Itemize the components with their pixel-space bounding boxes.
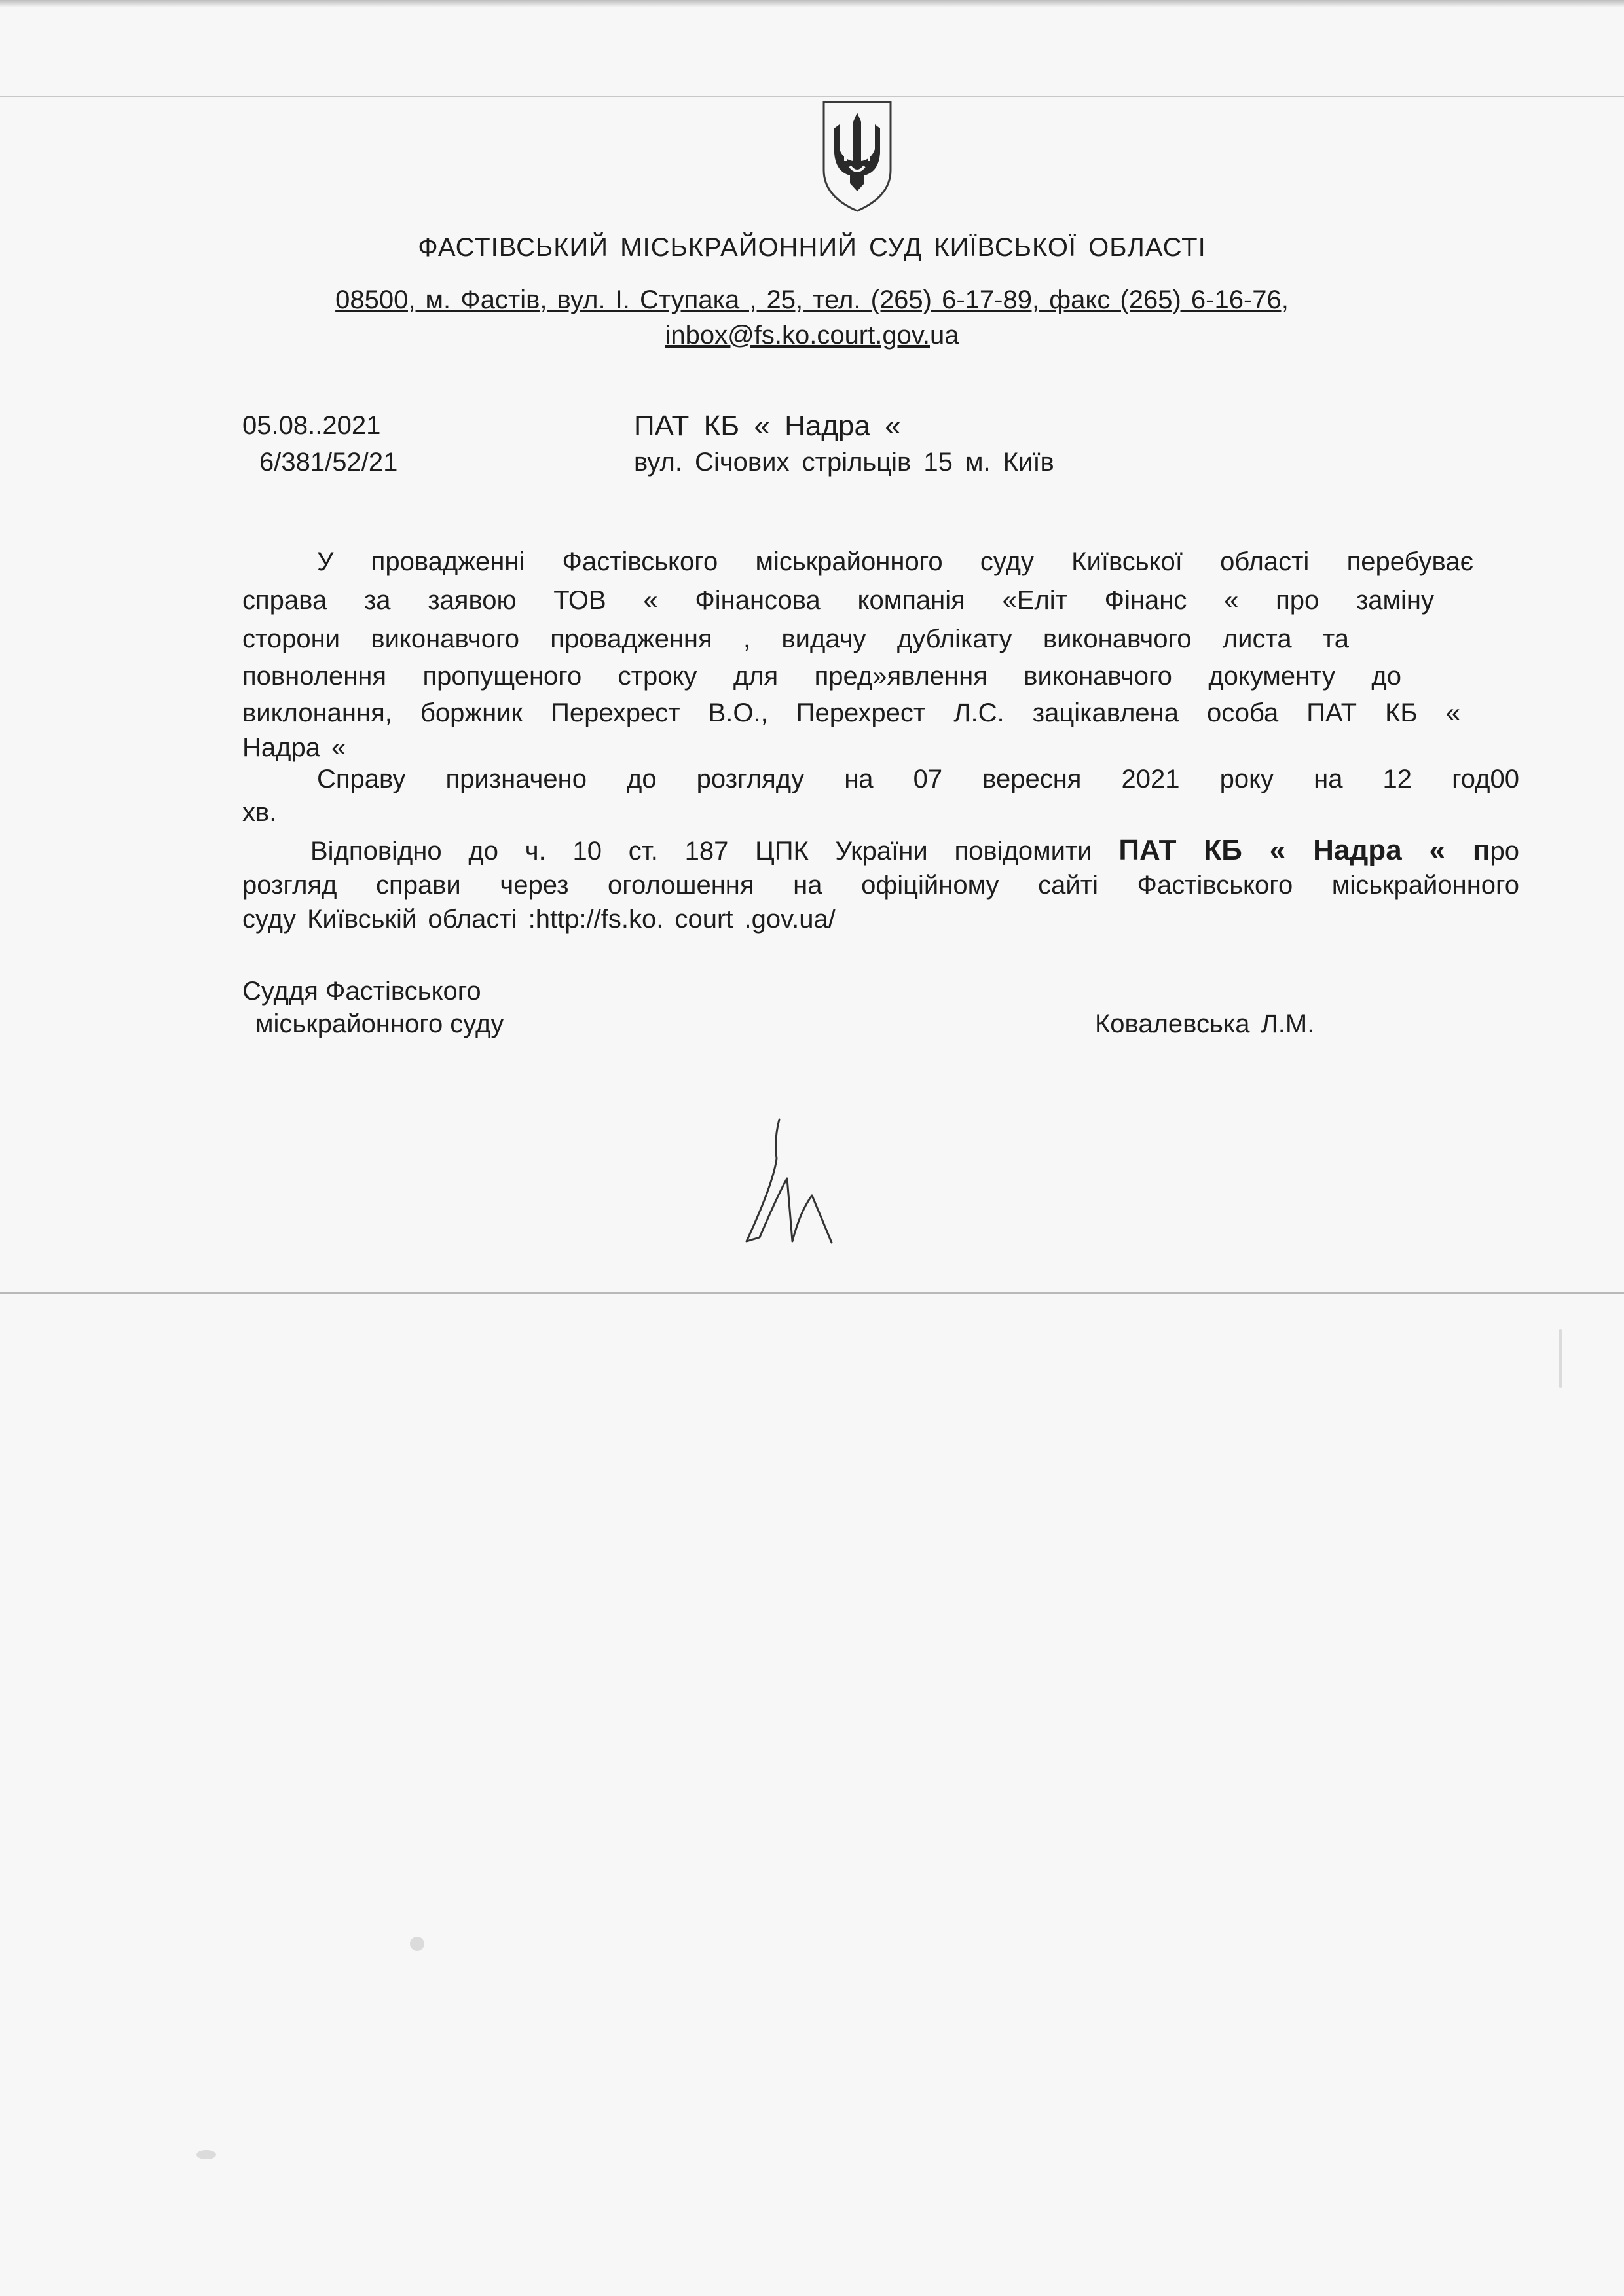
paper-mark (410, 1937, 424, 1951)
body-line: виклонання, боржник Перехрест В.О., Перехрест Л.С. зацікавлена особа ПАТ КБ « (242, 699, 1460, 727)
court-email (0, 321, 1624, 350)
handwritten-signature (740, 1113, 845, 1257)
paper-mark (196, 2150, 216, 2159)
paper-mark (1559, 1329, 1562, 1388)
body-line: У провадженні Фастівського міськрайонного суду Київської області перебуває (317, 547, 1473, 576)
judge-title-court: міськрайонного суду (255, 1010, 504, 1038)
notification-text-end: ро (1490, 837, 1520, 866)
paper-fold-top (0, 96, 1624, 97)
coat-of-arms-trident-icon (809, 98, 905, 213)
body-line: сторони виконавчого провадження , видачу дублікату виконавчого листа та (242, 625, 1349, 653)
notified-party-bold: ПАТ КБ « Надра « п (1118, 834, 1490, 866)
judge-title: Суддя Фастівського (242, 977, 481, 1006)
body-line: справа за заявою ТОВ « Фінансова компанія «Еліт Фінанс « про заміну (242, 586, 1434, 615)
notification-line (310, 834, 1519, 867)
body-line: розгляд справи через оголошення на офіційному сайті Фастівського міськрайонного (242, 871, 1519, 900)
body-line: Надра « (242, 733, 346, 762)
court-email-underlined: inbox@fs.ko.court.gov. (665, 321, 930, 350)
court-address: 08500, м. Фастів, вул. І. Ступака , 25, тел. (265) 6-17-89, факс (265) 6-16-76, (335, 285, 1289, 314)
body-line: хв. (242, 798, 277, 827)
court-email-suffix: ua (930, 321, 959, 350)
court-website-line: суду Київській області :http://fs.ko. court .gov.ua/ (242, 905, 836, 934)
hearing-date-line: Справу призначено до розгляду на 07 вересня 2021 року на 12 год00 (317, 765, 1519, 793)
document-reference-number: 6/381/52/21 (259, 448, 398, 477)
body-line: повнолення пропущеного строку для пред»явлення виконавчого документу до (242, 662, 1401, 691)
notification-text: Відповідно до ч. 10 ст. 187 ЦПК України повідомити (310, 837, 1119, 866)
paper-fold-bottom (0, 1292, 1624, 1294)
court-name-heading: ФАСТІВСЬКИЙ МІСЬКРАЙОННИЙ СУД КИЇВСЬКОЇ ОБЛАСТІ (418, 233, 1206, 262)
addressee-address: вул. Січових стрільців 15 м. Київ (634, 448, 1054, 477)
judge-name: Ковалевська Л.М. (1095, 1010, 1315, 1038)
document-date: 05.08..2021 (242, 411, 381, 440)
paper-edge (0, 0, 1624, 7)
addressee-name: ПАТ КБ « Надра « (634, 410, 901, 442)
